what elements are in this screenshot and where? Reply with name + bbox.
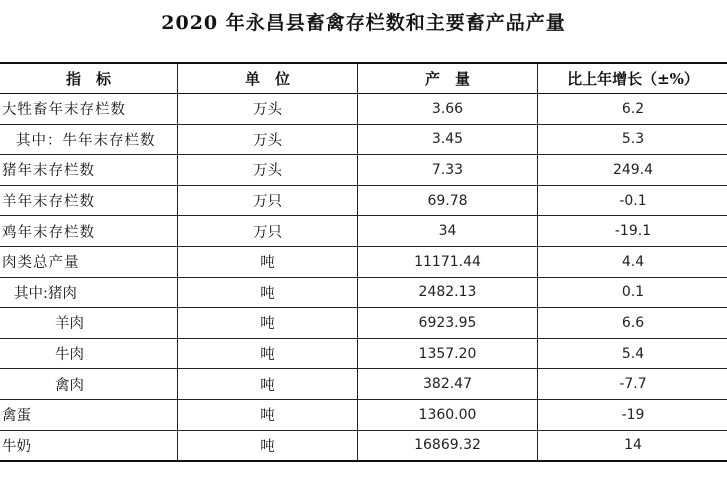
row-output: 1360.00 [358,399,538,430]
row-output: 6923.95 [358,308,538,339]
table-row [0,338,727,369]
row-growth: 6.6 [538,308,727,339]
row-name: 禽肉 [0,369,178,400]
row-unit: 万头 [178,155,358,186]
row-growth: 5.4 [538,338,727,369]
table-row [0,94,727,125]
row-output: 34 [358,216,538,247]
header-growth: 比上年增长（±%） [538,63,727,94]
row-growth: 14 [538,430,727,461]
row-name: 其中:猪肉 [0,277,178,308]
row-output: 3.45 [358,124,538,155]
table-row [0,369,727,400]
table-row [0,430,727,461]
row-growth: -19.1 [538,216,727,247]
row-name: 大牲畜年末存栏数 [0,94,178,125]
row-name: 禽蛋 [0,399,178,430]
row-name: 牛肉 [0,338,178,369]
row-output: 7.33 [358,155,538,186]
header-indicator: 指 标 [0,63,178,94]
row-output: 382.47 [358,369,538,400]
table-title: 2020 年永昌县畜禽存栏数和主要畜产品产量 [161,12,566,34]
header-output: 产 量 [358,63,538,94]
table-header [0,63,727,94]
row-growth: -19 [538,399,727,430]
table-row [0,308,727,339]
row-unit: 万头 [178,94,358,125]
row-unit: 吨 [178,430,358,461]
row-growth: 5.3 [538,124,727,155]
row-unit: 吨 [178,338,358,369]
row-growth: 6.2 [538,94,727,125]
row-name: 羊肉 [0,308,178,339]
row-unit: 吨 [178,308,358,339]
row-name: 牛奶 [0,430,178,461]
row-growth: 0.1 [538,277,727,308]
header-row [0,63,727,94]
row-growth: -7.7 [538,369,727,400]
table-row [0,155,727,186]
row-output: 3.66 [358,94,538,125]
row-output: 1357.20 [358,338,538,369]
livestock-table [0,62,727,462]
table-row [0,216,727,247]
row-name: 其中：牛年末存栏数 [0,124,178,155]
row-unit: 吨 [178,399,358,430]
table-row [0,185,727,216]
table-row [0,399,727,430]
row-output: 11171.44 [358,246,538,277]
row-name: 鸡年末存栏数 [0,216,178,247]
row-output: 69.78 [358,185,538,216]
row-growth: -0.1 [538,185,727,216]
row-growth: 249.4 [538,155,727,186]
row-name: 猪年末存栏数 [0,155,178,186]
row-unit: 吨 [178,246,358,277]
row-unit: 万只 [178,216,358,247]
row-output: 2482.13 [358,277,538,308]
table-body [0,94,727,462]
row-growth: 4.4 [538,246,727,277]
row-name: 肉类总产量 [0,246,178,277]
row-unit: 万只 [178,185,358,216]
row-unit: 万头 [178,124,358,155]
table-row [0,124,727,155]
row-name: 羊年末存栏数 [0,185,178,216]
table-row [0,246,727,277]
table-row [0,277,727,308]
row-unit: 吨 [178,277,358,308]
row-output: 16869.32 [358,430,538,461]
header-unit: 单 位 [178,63,358,94]
row-unit: 吨 [178,369,358,400]
